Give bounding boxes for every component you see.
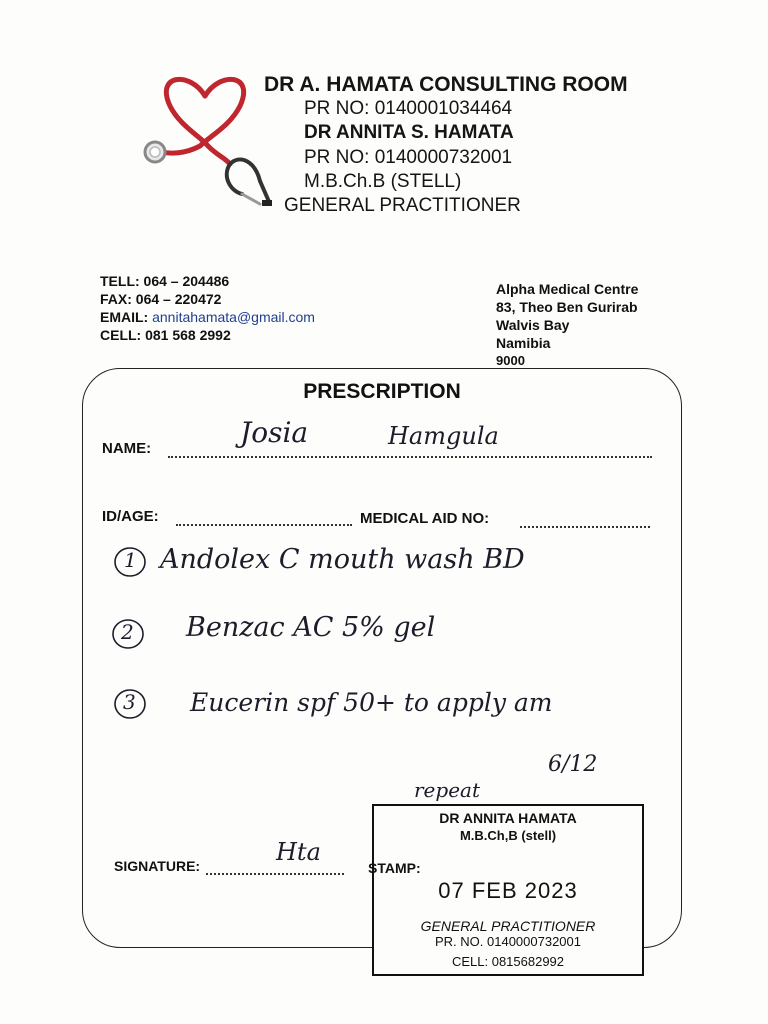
repeat-fraction: 6/12 bbox=[548, 752, 598, 777]
contact-block bbox=[100, 272, 315, 344]
stamp-cell: CELL: 0815682992 bbox=[451, 954, 565, 969]
medical-aid-dotted-line bbox=[520, 526, 650, 528]
fax-label: FAX: bbox=[100, 291, 132, 307]
cell-label: CELL: bbox=[100, 327, 142, 343]
signature-handwriting: Hta bbox=[276, 838, 321, 866]
patient-last-name: Hamgula bbox=[388, 422, 499, 450]
address-line-2: 83, Theo Ben Gurirab bbox=[496, 299, 638, 315]
signature-label: SIGNATURE: bbox=[114, 858, 201, 874]
item-1-text: Andolex C mouth wash BD bbox=[160, 544, 525, 575]
email-label: EMAIL: bbox=[100, 309, 149, 325]
name-label: NAME: bbox=[102, 440, 152, 457]
cell-value: 081 568 2992 bbox=[145, 327, 231, 343]
stamp-title: GENERAL PRACTITIONER bbox=[420, 918, 596, 934]
address-line-5: 9000 bbox=[496, 353, 525, 368]
address-block bbox=[496, 280, 638, 370]
stamp-label: STAMP: bbox=[368, 860, 421, 876]
clinic-pr-no: PR NO: 0140001034464 bbox=[304, 98, 513, 119]
item-3-number: 3 bbox=[123, 690, 136, 714]
tell-label: TELL: bbox=[100, 273, 140, 289]
item-2-number-circle bbox=[108, 612, 148, 652]
clinic-name: DR A. HAMATA CONSULTING ROOM bbox=[264, 73, 628, 96]
heart-stethoscope-logo-icon bbox=[130, 66, 280, 216]
item-3-number-circle bbox=[112, 682, 152, 722]
stamp-date: 07 FEB 2023 bbox=[438, 878, 578, 903]
fax-value: 064 – 220472 bbox=[135, 291, 222, 307]
doctor-pr-no: PR NO: 0140000732001 bbox=[304, 147, 513, 168]
stamp-doctor-name: DR ANNITA HAMATA bbox=[439, 810, 577, 826]
item-2-number: 2 bbox=[121, 620, 134, 644]
tell-value: 064 – 204486 bbox=[143, 273, 230, 289]
doctor-degree: M.B.Ch.B (STELL) bbox=[304, 171, 462, 192]
prescription-title: PRESCRIPTION bbox=[303, 380, 461, 403]
fax-row bbox=[100, 290, 315, 308]
item-3-text: Eucerin spf 50+ to apply am bbox=[190, 688, 553, 717]
item-1-number: 1 bbox=[124, 548, 137, 572]
email-row bbox=[100, 308, 315, 326]
item-1-number-circle bbox=[112, 540, 152, 580]
email-value: annitahamata@gmail.com bbox=[152, 309, 315, 325]
item-2-text: Benzac AC 5% gel bbox=[186, 612, 436, 643]
tell-row bbox=[100, 272, 315, 290]
address-line-4: Namibia bbox=[496, 335, 551, 351]
patient-first-name: Josia bbox=[240, 416, 309, 449]
stamp-pr-no: PR. NO. 0140000732001 bbox=[435, 934, 581, 949]
stamp-degree: M.B.Ch,B (stell) bbox=[459, 828, 557, 843]
id-age-label: ID/AGE: bbox=[102, 508, 159, 525]
medical-aid-label: MEDICAL AID NO: bbox=[360, 510, 490, 527]
doctor-title: GENERAL PRACTITIONER bbox=[284, 195, 521, 216]
id-age-dotted-line bbox=[176, 524, 352, 526]
address-line-3: Walvis Bay bbox=[496, 317, 570, 333]
address-line-1: Alpha Medical Centre bbox=[496, 281, 639, 297]
cell-row bbox=[100, 326, 315, 344]
doctor-name: DR ANNITA S. HAMATA bbox=[304, 122, 514, 143]
repeat-note: repeat bbox=[414, 778, 480, 802]
name-dotted-line bbox=[168, 456, 652, 458]
signature-dotted-line bbox=[206, 873, 344, 875]
